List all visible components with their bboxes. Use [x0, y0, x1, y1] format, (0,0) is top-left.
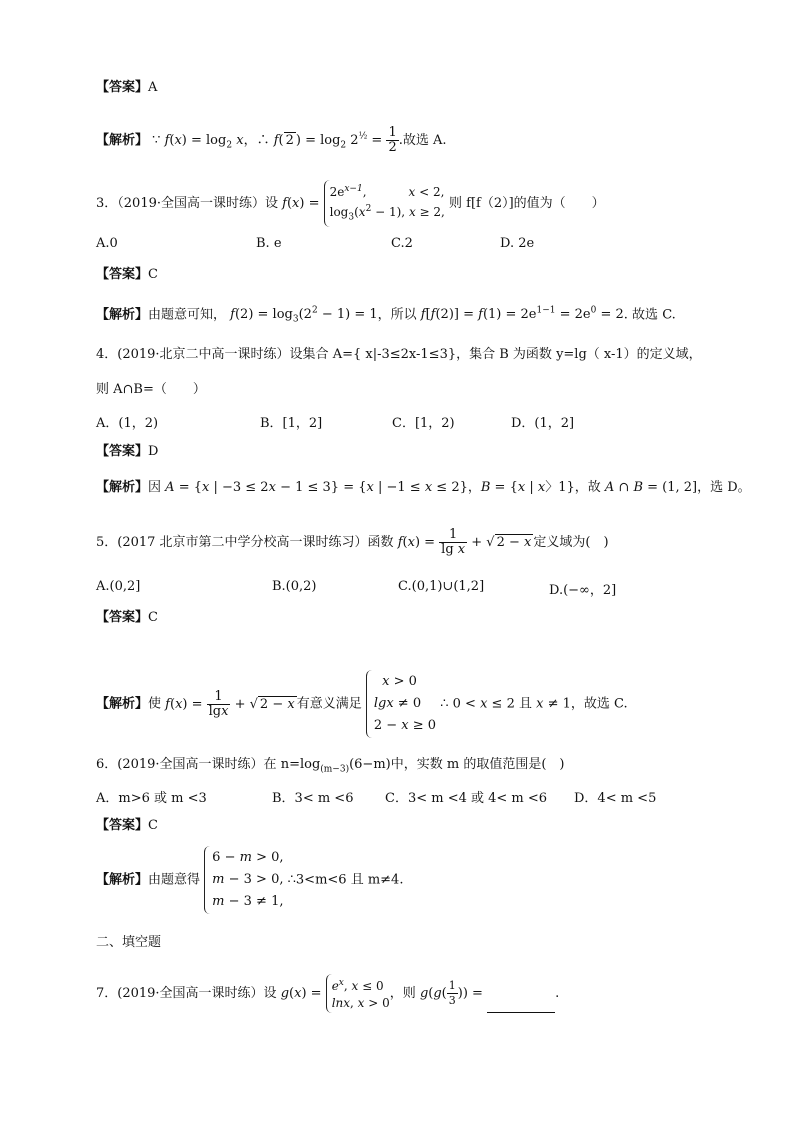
- q5-func: f(x) = $\frac{1}{\text{lg x}}$ + √ 2 − x: [397, 527, 532, 557]
- q5-option-c: C.(0,1)∪(1,2]: [398, 579, 485, 594]
- q5-math2: ∴ 0 < x ≤ 2 且 x ≠ 1: [440, 696, 571, 712]
- q4-stem-2: 则 A∩B=（ ）: [96, 382, 206, 397]
- q5-option-b: B.(0,2): [272, 579, 317, 594]
- q4-analysis-tail: ，选 D。: [697, 480, 751, 495]
- q3-stem: [96, 180, 605, 227]
- answer-tag: 【答案】: [96, 80, 149, 95]
- q7-func: $g(x) = e^x$, x ≤ 0 lnx, x > 0: [281, 986, 390, 1001]
- q3-stem-suffix: 则 f[f（2）]的值为（ ）: [449, 196, 605, 212]
- q5-stem-suffix: 定义域为( ): [533, 535, 609, 550]
- q5-math1: f(x) = $\frac{1}{\lg x}$ + √ 2 − x: [165, 688, 295, 719]
- q7-stem: [96, 974, 559, 1013]
- q5-stem: [96, 528, 609, 557]
- q5-stem-prefix: 5．(2017 北京市第二中学分校高一课时练习）函数: [96, 535, 394, 550]
- q5-option-a: A.(0,2]: [96, 579, 141, 594]
- q6-option-b: B．3< m <6: [272, 791, 354, 806]
- analysis-tag: 【解析】: [96, 133, 149, 148]
- q6-analysis-line: [96, 846, 403, 914]
- q4-option-b: B．[1，2]: [260, 416, 323, 431]
- analysis-tag: 【解析】: [96, 872, 149, 888]
- q2-answer: A: [148, 80, 158, 95]
- q3-math2: $f[f(2)] = f(1) = 2e^{1-1} = 2e^0 = 2$: [420, 306, 624, 323]
- q5-analysis-prefix: 使: [148, 696, 162, 712]
- q3-option-a: A.0: [96, 236, 118, 251]
- q4-analysis-prefix: 因: [148, 480, 162, 495]
- q6-analysis-tail: ∴3<m<6 且 m≠4.: [287, 872, 404, 888]
- q3-analysis-prefix: 由题意可知，: [148, 307, 227, 323]
- q3-analysis-line: [96, 302, 676, 329]
- q6-stem-prefix: 6．(2019·全国高一课时练）在 n=log: [96, 757, 321, 772]
- answer-tag: 【答案】: [96, 267, 149, 282]
- q4-analysis-line: [96, 479, 751, 497]
- q5-answer: C: [148, 610, 158, 625]
- analysis-tag: 【解析】: [96, 307, 149, 323]
- q2-math: ∵ $f(x) = \log_2 x$，∴ f( 2 ) = $\log_2 2^{\frac{1}{2}}$ = $\frac{1}{2}$: [152, 125, 397, 155]
- q4-option-a: A．(1，2): [96, 416, 159, 431]
- section-heading: 二、填空题: [96, 935, 162, 950]
- q7-stem-prefix: 7．(2019·全国高一课时练）设: [96, 986, 277, 1001]
- q7-answer-blank[interactable]: [487, 1000, 555, 1013]
- q6-conditions: 6 − m > 0, m − 3 > 0, m − 3 ≠ 1,: [204, 846, 283, 914]
- analysis-tag: 【解析】: [96, 480, 149, 495]
- q5-option-d: D.(−∞，2]: [549, 583, 617, 598]
- q4-math: A = {x | −3 ≤ 2x − 1 ≤ 3} = {x | −1 ≤ x ≤ 2}，B = {x | x〉1}，故 A ∩ B = (1, 2]: [165, 480, 698, 495]
- q6-log-base: (m−3): [320, 764, 350, 775]
- q3-option-d: D. 2e: [500, 236, 535, 251]
- q7-stem-tail: .: [555, 986, 560, 1001]
- q5-analysis-mid: 有意义满足: [296, 696, 362, 712]
- q4-option-c: C．[1，2): [392, 416, 455, 431]
- q2-answer-line: [96, 79, 157, 97]
- q6-stem: [96, 756, 564, 779]
- q5-analysis-line: [96, 670, 628, 738]
- q7-stem-mid: ，则: [389, 986, 416, 1001]
- q3-option-b: B. e: [256, 236, 282, 251]
- analysis-tag: 【解析】: [96, 696, 149, 712]
- q3-func: $f(x) = 2e^{x-1}$, x < 2, $\log_3(x^2 - 1)$, x ≥ 2,: [282, 196, 445, 211]
- q3-analysis-mid: ，所以: [377, 307, 417, 323]
- q3-answer-line: [96, 266, 158, 284]
- answer-tag: 【答案】: [96, 444, 149, 459]
- q3-analysis-tail: . 故选 C.: [623, 307, 676, 323]
- q6-option-a: A．m>6 或 m <3: [96, 791, 207, 806]
- q3-math1: $f(2) = \log_3(2^2 - 1) = 1$: [230, 306, 378, 325]
- q4-option-d: D．(1，2]: [511, 416, 575, 431]
- q4-answer: D: [148, 444, 159, 459]
- answer-tag: 【答案】: [96, 610, 149, 625]
- q6-analysis-prefix: 由题意得: [148, 872, 201, 888]
- q4-stem-1: 4．(2019·北京二中高一课时练）设集合 A={ x|-3≤2x-1≤3}，集合 B 为函数 y=lg（ x-1）的定义域，: [96, 347, 702, 362]
- q3-option-c: C.2: [391, 236, 413, 251]
- q7-expr: g(g( $\frac{1}{3}$ )) =: [419, 979, 488, 1007]
- q5-analysis-tail: ，故选 C.: [570, 696, 628, 712]
- q6-stem-suffix: (6−m)中，实数 m 的取值范围是( ): [349, 757, 565, 772]
- q5-answer-line: [96, 609, 158, 627]
- q5-conditions: x > 0 lgx ≠ 0 2 − x ≥ 0: [366, 670, 436, 738]
- q2-tail: .故选 A.: [398, 133, 447, 148]
- answer-tag: 【答案】: [96, 818, 149, 833]
- q3-answer: C: [148, 267, 158, 282]
- q2-analysis-line: [96, 126, 447, 155]
- q6-answer: C: [148, 818, 158, 833]
- q6-option-d: D．4< m <5: [574, 791, 657, 806]
- q6-option-c: C．3< m <4 或 4< m <6: [385, 791, 548, 806]
- q3-stem-prefix: 3．（2019·全国高一课时练）设: [96, 196, 278, 212]
- q4-answer-line: [96, 443, 158, 461]
- q6-answer-line: [96, 817, 158, 835]
